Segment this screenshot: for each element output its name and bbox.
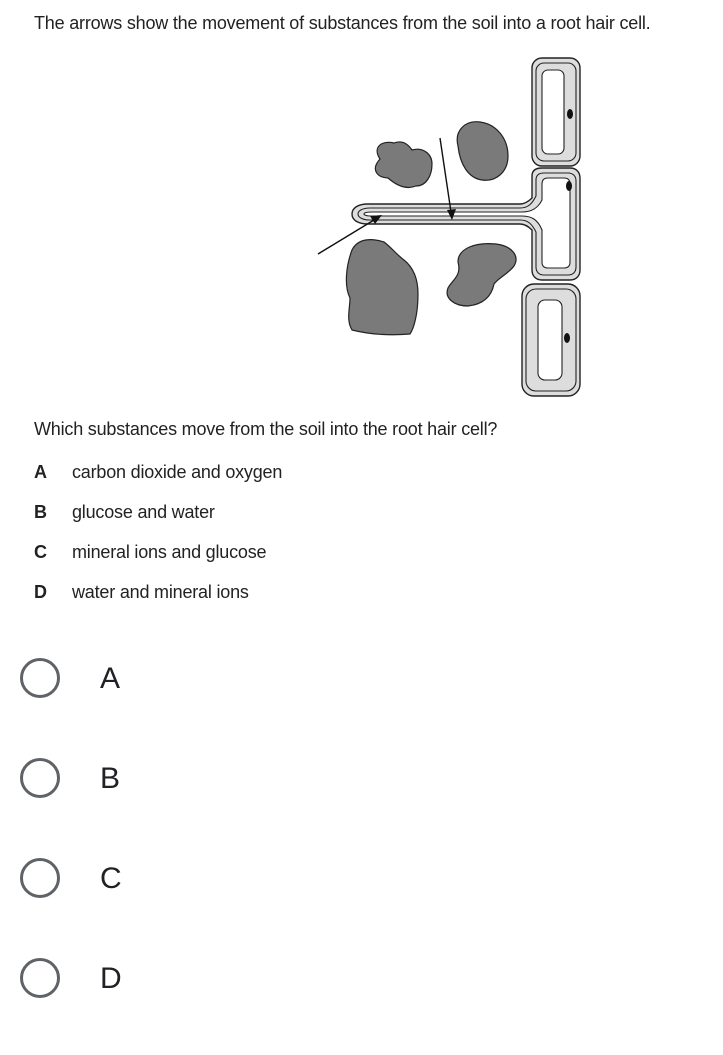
option-item	[34, 502, 282, 542]
upper-cell-vacuole	[542, 70, 564, 154]
radio-button-c[interactable]	[20, 858, 60, 898]
question-intro-text: The arrows show the movement of substances from the soil into a root hair cell.	[34, 13, 651, 33]
option-letter: A	[34, 462, 47, 482]
answer-options-list	[34, 462, 282, 622]
radio-button-a[interactable]	[20, 658, 60, 698]
radio-button-d[interactable]	[20, 958, 60, 998]
option-text: water and mineral ions	[72, 582, 249, 602]
choice-label-a[interactable]: A	[100, 662, 121, 695]
option-text: mineral ions and glucose	[72, 542, 267, 562]
option-text: glucose and water	[72, 502, 215, 522]
lower-cell-nucleus	[564, 333, 570, 343]
arrow-top-line	[440, 138, 451, 212]
choice-c[interactable]	[20, 855, 122, 955]
option-item	[34, 582, 282, 622]
option-text: carbon dioxide and oxygen	[72, 462, 283, 482]
option-letter: B	[34, 502, 47, 522]
option-item	[34, 462, 282, 502]
choice-label-c[interactable]: C	[100, 862, 122, 895]
option-item	[34, 542, 282, 582]
choice-label-d[interactable]: D	[100, 962, 122, 995]
choice-d[interactable]	[20, 955, 122, 1055]
soil-particle	[346, 240, 418, 335]
question-prompt: Which substances move from the soil into the root hair cell?	[34, 419, 498, 439]
choice-a[interactable]	[20, 655, 122, 755]
soil-particle	[447, 244, 516, 306]
lower-cell-vacuole	[538, 300, 562, 380]
answer-radio-group	[20, 655, 122, 1055]
root-hair-cell-diagram	[300, 54, 600, 399]
soil-particle	[375, 142, 432, 187]
choice-b[interactable]	[20, 755, 122, 855]
choice-label-b[interactable]: B	[100, 762, 121, 795]
soil-particle	[457, 122, 508, 181]
root-hair-nucleus	[566, 181, 572, 191]
upper-cell-nucleus	[567, 109, 573, 119]
option-letter: D	[34, 582, 47, 602]
option-letter: C	[34, 542, 47, 562]
radio-button-b[interactable]	[20, 758, 60, 798]
